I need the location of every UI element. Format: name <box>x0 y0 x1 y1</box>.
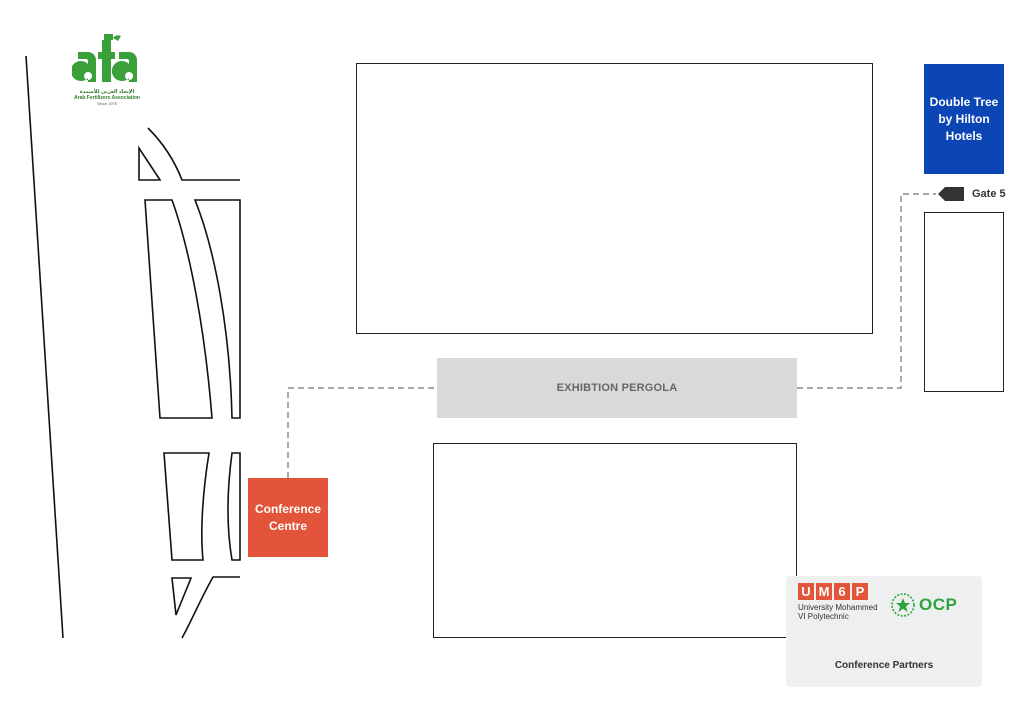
um6p-letters <box>798 583 878 600</box>
um6p-logo <box>798 583 878 621</box>
hotel-marker[interactable] <box>924 64 1004 174</box>
road-island-4 <box>228 453 240 560</box>
road-island-tri-north <box>139 148 160 180</box>
building-north-main <box>356 63 873 334</box>
road-curve-north <box>148 128 240 180</box>
road-island-3 <box>164 453 209 560</box>
hotel-label: Double Tree by Hilton Hotels <box>929 94 999 143</box>
um6p-letter: U <box>798 583 814 600</box>
partners-label: Conference Partners <box>834 660 934 671</box>
conference-centre-marker[interactable] <box>248 478 328 557</box>
building-south-main <box>433 443 797 638</box>
gate-label: Gate 5 <box>972 188 1006 200</box>
gate-arrow-icon <box>938 187 964 201</box>
ocp-name: OCP <box>919 595 958 614</box>
road-edge-west <box>26 56 63 638</box>
conference-partners-panel <box>786 576 982 687</box>
um6p-letter: 6 <box>834 583 850 600</box>
um6p-letter: M <box>816 583 832 600</box>
afa-logo-mark-icon <box>72 34 142 84</box>
exhibition-pergola[interactable] <box>437 358 797 418</box>
afa-since: Since 1975 <box>96 101 117 106</box>
gate-5-marker[interactable] <box>938 186 1006 202</box>
road-island-2 <box>195 200 240 418</box>
um6p-text: University Mohammed VI Polytechnic <box>798 603 878 621</box>
pergola-label: EXHIBTION PERGOLA <box>556 382 678 394</box>
afa-caption-en: Arab Fertilizers Association <box>74 95 140 101</box>
road-island-tri-south <box>172 578 191 615</box>
afa-caption-ar: الإتحاد العربي للأسمدة <box>79 89 135 95</box>
road-island-1 <box>145 200 212 418</box>
conference-centre-label: Conference Centre <box>254 501 322 533</box>
road-curve-south <box>182 577 240 638</box>
ocp-logo <box>890 592 957 618</box>
afa-logo <box>72 34 142 106</box>
building-east <box>924 212 1004 392</box>
ocp-emblem-icon <box>890 592 916 618</box>
um6p-letter: P <box>852 583 868 600</box>
